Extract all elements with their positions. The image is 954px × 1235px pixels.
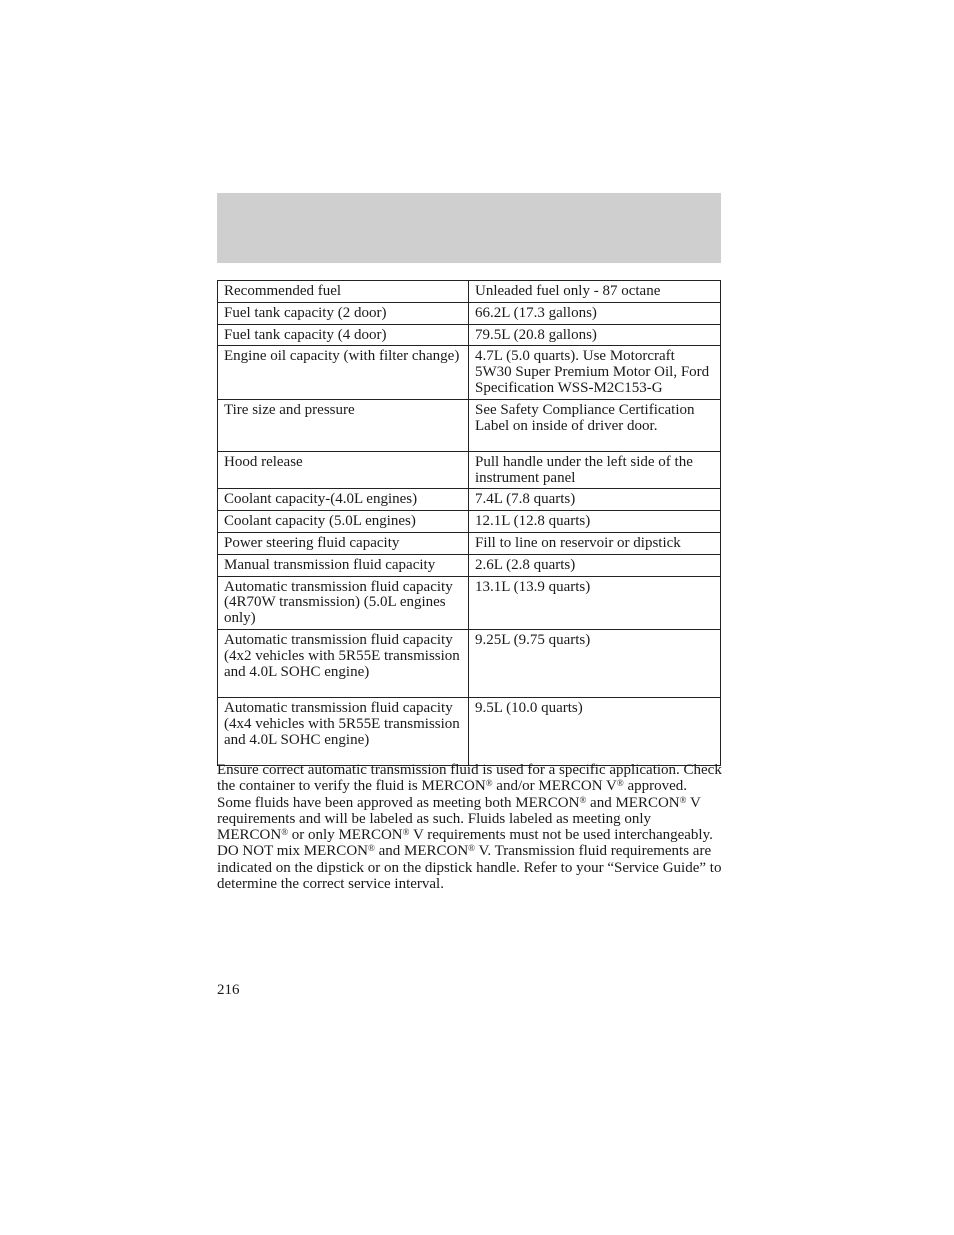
registered-mark: ® (367, 843, 375, 854)
section-header-band (217, 193, 721, 263)
spec-label: Fuel tank capacity (2 door) (218, 302, 469, 324)
spec-value: 13.1L (13.9 quarts) (469, 576, 721, 629)
spec-value: 66.2L (17.3 gallons) (469, 302, 721, 324)
spec-value: 12.1L (12.8 quarts) (469, 511, 721, 533)
spec-value: 9.5L (10.0 quarts) (469, 697, 721, 765)
spec-label: Engine oil capacity (with filter change) (218, 346, 469, 399)
spec-value: 2.6L (2.8 quarts) (469, 554, 721, 576)
spec-label: Hood release (218, 451, 469, 489)
table-row (218, 324, 721, 346)
spec-value: Pull handle under the left side of the instrument panel (469, 451, 721, 489)
table-row (218, 511, 721, 533)
spec-value: Unleaded fuel only - 87 octane (469, 281, 721, 303)
registered-mark: ® (679, 794, 687, 805)
note-text: and/or MERCON V (492, 778, 617, 795)
spec-label: Coolant capacity-(4.0L engines) (218, 489, 469, 511)
note-text: V. Transmission fluid requirements are indicated on the dipstick or on the dipstick handle. Refer to your “Service Guide” to determine the correct service interval. (217, 843, 722, 893)
spec-value: 79.5L (20.8 gallons) (469, 324, 721, 346)
page-number: 216 (217, 982, 240, 998)
note-text: approved. Some fluids have been approved as meeting both MERCON (217, 778, 688, 811)
table-row (218, 554, 721, 576)
note-text: V requirements must not be used interchangeably. DO NOT mix MERCON (217, 827, 713, 860)
spec-label: Automatic transmission fluid capacity (4x4 vehicles with 5R55E transmission and 4.0L SOHC engine) (218, 697, 469, 765)
registered-mark: ® (468, 843, 476, 854)
table-row (218, 629, 721, 697)
note-text: and MERCON (586, 794, 680, 811)
registered-mark: ® (616, 778, 624, 789)
spec-label: Tire size and pressure (218, 399, 469, 451)
table-row (218, 346, 721, 399)
spec-label: Automatic transmission fluid capacity (4x2 vehicles with 5R55E transmission and 4.0L SOHC engine) (218, 629, 469, 697)
table-row (218, 576, 721, 629)
spec-label: Coolant capacity (5.0L engines) (218, 511, 469, 533)
spec-value: 4.7L (5.0 quarts). Use Motorcraft 5W30 Super Premium Motor Oil, Ford Specification WSS-M2C153-G (469, 346, 721, 399)
spec-label: Recommended fuel (218, 281, 469, 303)
spec-value: See Safety Compliance Certification Label on inside of driver door. (469, 399, 721, 451)
spec-label: Automatic transmission fluid capacity (4R70W transmission) (5.0L engines only) (218, 576, 469, 629)
note-text: Ensure correct automatic transmission fluid is used for a specific application. Check the container to verify the fluid is MERCON (217, 762, 722, 795)
table-row (218, 281, 721, 303)
transmission-fluid-note (217, 762, 723, 892)
note-text: V requirements and will be labeled as such. Fluids labeled as meeting only MERCON (217, 794, 701, 844)
table-row (218, 451, 721, 489)
spec-value: 9.25L (9.75 quarts) (469, 629, 721, 697)
note-text: and MERCON (374, 843, 469, 860)
spec-label: Fuel tank capacity (4 door) (218, 324, 469, 346)
specifications-table (217, 280, 721, 766)
note-text: or only MERCON (288, 827, 403, 844)
registered-mark: ® (281, 827, 289, 838)
spec-value: Fill to line on reservoir or dipstick (469, 532, 721, 554)
registered-mark: ® (579, 794, 587, 805)
table-row (218, 489, 721, 511)
table-row (218, 532, 721, 554)
spec-label: Manual transmission fluid capacity (218, 554, 469, 576)
registered-mark: ® (485, 778, 493, 789)
spec-value: 7.4L (7.8 quarts) (469, 489, 721, 511)
spec-label: Power steering fluid capacity (218, 532, 469, 554)
registered-mark: ® (402, 827, 410, 838)
table-row (218, 399, 721, 451)
table-row (218, 697, 721, 765)
table-row (218, 302, 721, 324)
